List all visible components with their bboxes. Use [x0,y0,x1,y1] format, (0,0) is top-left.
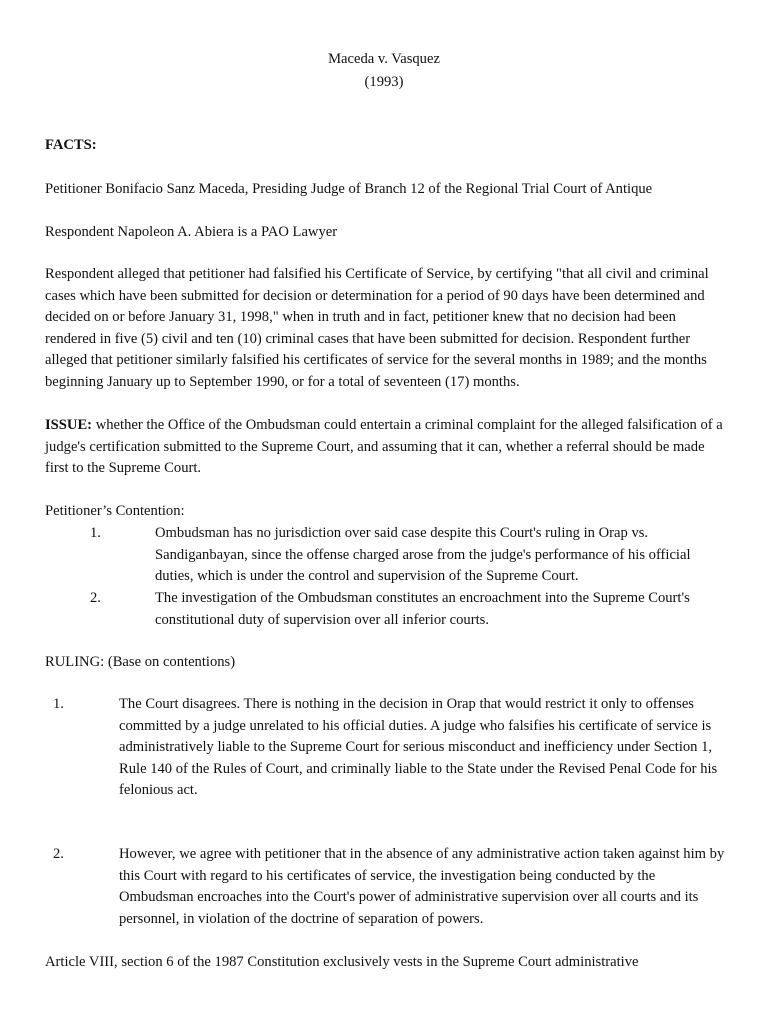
issue-text: whether the Office of the Ombudsman could entertain a criminal complaint for the alleged falsification of a judge's certification submitted to the Supreme Court, and assuming that it can, whether a referral should be made first to the Supreme Court. [45,417,723,477]
allegation-paragraph: Respondent alleged that petitioner had falsified his Certificate of Service, by certifying "that all civil and criminal cases which have been submitted for decision or determination for a period of 90 days have been determined and decided on or before January 31, 1998," when in truth and in fact, petitioner knew that no decision had been rendered in five (5) civil and ten (10) criminal cases that have been submitted for decision. Respondent further alleged that petitioner similarly falsified his certificates of service for the several months in 1989; and the months beginning January up to September 1990, or for a total of seventeen (17) months. [45,266,709,390]
ruling-item-number: 2. [53,846,64,862]
contention-item-text: Ombudsman has no jurisdiction over said case despite this Court's ruling in Orap vs. Sandiganbayan, since the offense charged arose from the judge's performance of his official duties, which is under the control and supervision of the Supreme Court. [155,525,691,585]
case-year: (1993) [364,74,404,90]
ruling-heading: RULING: (Base on contentions) [45,654,236,670]
contention-item-number: 2. [90,590,101,606]
respondent-paragraph: Respondent Napoleon A. Abiera is a PAO Lawyer [45,224,338,240]
ruling-item-text: The Court disagrees. There is nothing in the decision in Orap that would restrict it only to offenses committed by a judge unrelated to his official duties. A judge who falsifies his certificate of service is administratively liable to the Supreme Court for serious misconduct and inefficiency under Section 1, Rule 140 of the Rules of Court, and criminally liable to the State under the Revised Penal Code for his felonious act. [119,696,718,799]
contention-heading: Petitioner’s Contention: [45,503,185,519]
ruling-item-text: However, we agree with petitioner that in the absence of any administrative action taken against him by this Court with regard to his certificates of service, the investigation being conducted by the Ombudsman encroaches into the Court's power of administrative supervision over all courts and its personnel, in violation of the doctrine of separation of powers. [119,846,725,927]
petitioner-paragraph: Petitioner Bonifacio Sanz Maceda, Presiding Judge of Branch 12 of the Regional Trial Court of Antique [45,181,653,197]
ruling-item-number: 1. [53,696,64,712]
issue-label: ISSUE: [45,417,93,433]
article-paragraph: Article VIII, section 6 of the 1987 Constitution exclusively vests in the Supreme Court administrative [45,954,639,970]
contention-item-text: The investigation of the Ombudsman constitutes an encroachment into the Supreme Court's constitutional duty of supervision over all inferior courts. [155,590,690,628]
case-title: Maceda v. Vasquez [328,51,440,67]
facts-heading: FACTS: [45,137,97,153]
issue-paragraph [45,415,725,480]
contention-item-number: 1. [90,525,101,541]
